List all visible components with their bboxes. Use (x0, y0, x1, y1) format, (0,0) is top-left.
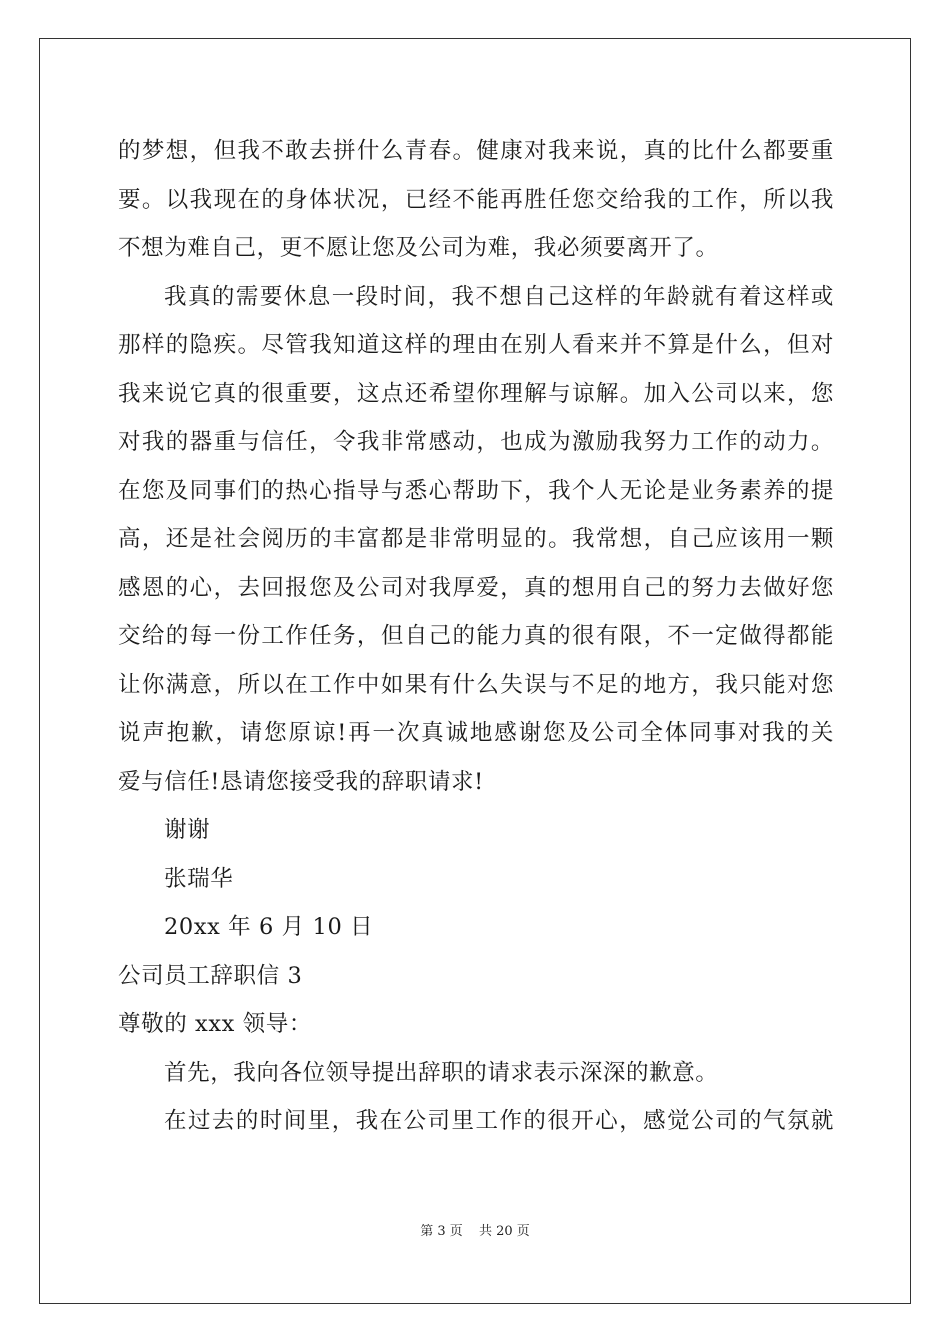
text-line: 的梦想，但我不敢去拼什么青春。健康对我来说，真的比什么都要重 (118, 138, 834, 164)
text-line: 感恩的心，去回报您及公司对我厚爱，真的想用自己的努力去做好您 (118, 574, 834, 601)
text-line: 我来说它真的很重要，这点还希望你理解与谅解。加入公司以来，您 (118, 380, 834, 407)
page-footer (0, 1220, 950, 1239)
text-line: 在过去的时间里，我在公司里工作的很开心，感觉公司的气氛就 (164, 1108, 834, 1134)
document-body (118, 127, 834, 1146)
text-line: 那样的隐疾。尽管我知道这样的理由在别人看来并不算是什么，但对 (118, 332, 834, 358)
text-line: 要。以我现在的身体状况，已经不能再胜任您交给我的工作，所以我 (118, 186, 834, 213)
text-line: 我真的需要休息一段时间，我不想自己这样的年龄就有着这样或 (164, 283, 834, 310)
text-line: 不想为难自己，更不愿让您及公司为难，我必须要离开了。 (118, 235, 719, 261)
text-line: 说声抱歉，请您原谅!再一次真诚地感谢您及公司全体同事对我的关 (118, 720, 834, 746)
text-line: 交给的每一份工作任务，但自己的能力真的很有限，不一定做得都能 (118, 623, 834, 649)
text-line: 首先，我向各位领导提出辞职的请求表示深深的歉意。 (164, 1059, 719, 1086)
text-line: 在您及同事们的热心指导与悉心帮助下，我个人无论是业务素养的提 (118, 477, 834, 504)
signature: 张瑞华 (164, 865, 234, 892)
salutation: 尊敬的 xxx 领导： (118, 1011, 312, 1037)
closing-thanks: 谢谢 (164, 817, 211, 843)
section-title: 公司员工辞职信 3 (118, 962, 303, 989)
page-total: 共 20 页 (478, 1224, 530, 1239)
page-number: 第 3 页 (420, 1224, 463, 1239)
text-line: 对我的器重与信任，令我非常感动，也成为激励我努力工作的动力。 (118, 429, 834, 455)
text-line: 爱与信任!恳请您接受我的辞职请求! (118, 768, 484, 795)
letter-date: 20xx 年 6 月 10 日 (164, 914, 374, 940)
text-line: 让你满意，所以在工作中如果有什么失误与不足的地方，我只能对您 (118, 671, 834, 698)
text-line: 高，还是社会阅历的丰富都是非常明显的。我常想，自己应该用一颗 (118, 526, 834, 552)
